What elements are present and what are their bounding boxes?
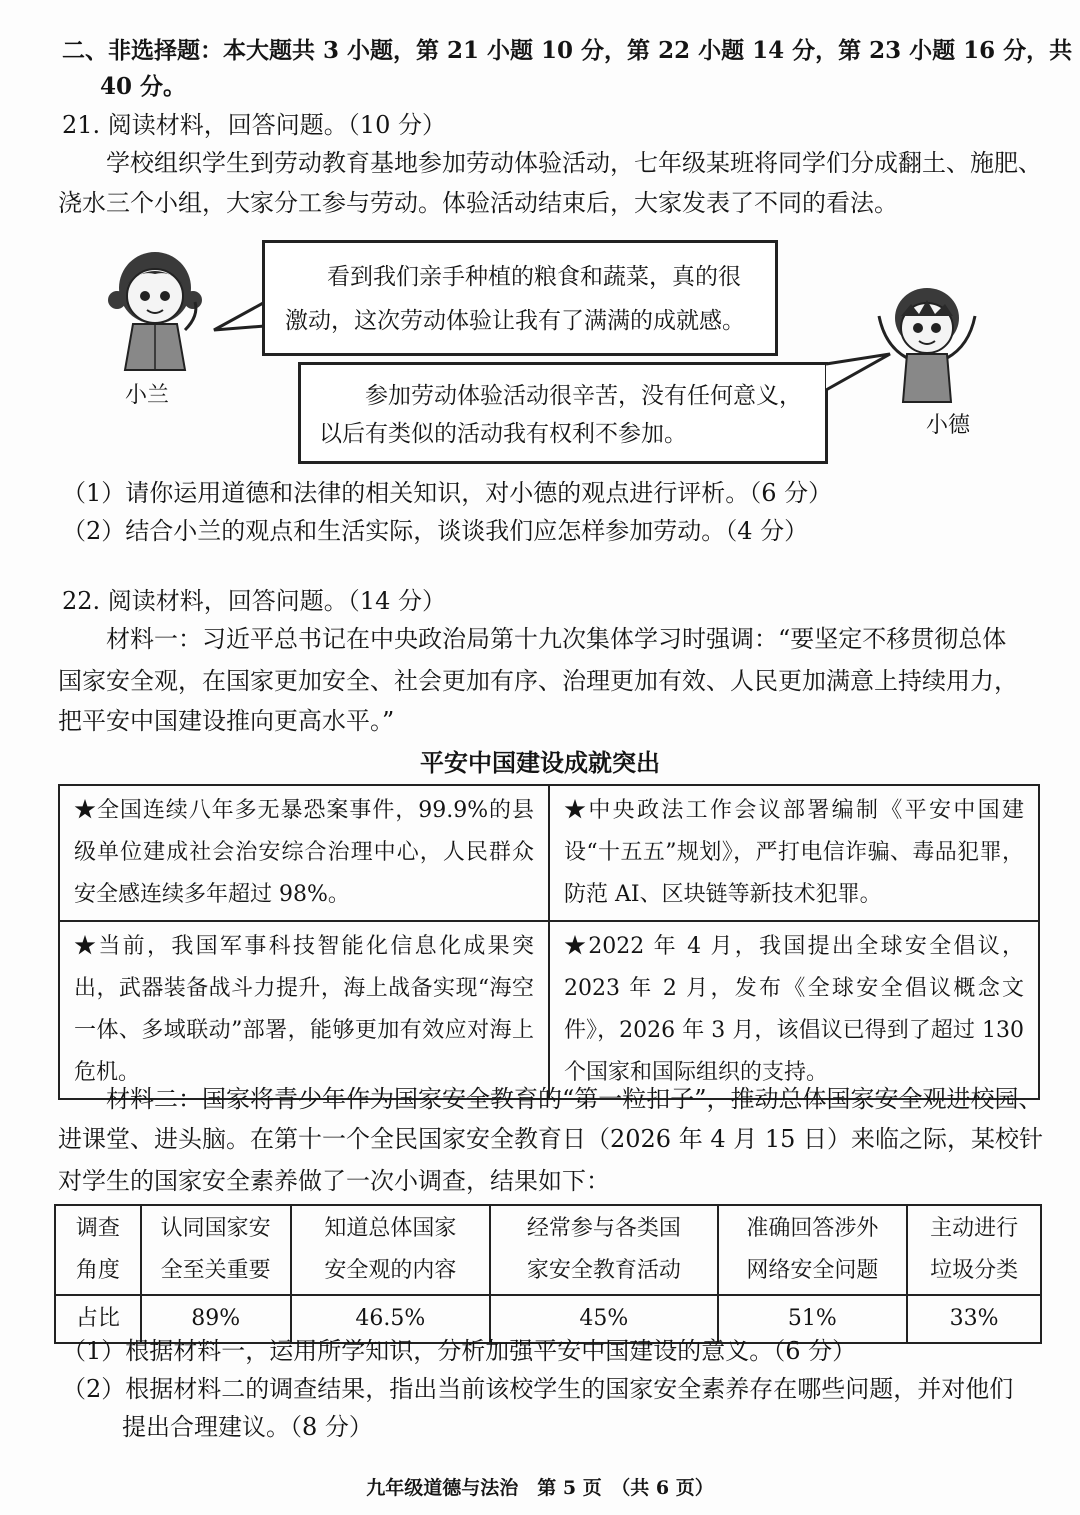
xiaolan-speech-line1: 看到我们亲手种植的粮食和蔬菜，真的很 [327,264,741,290]
survey-category-line: 家安全教育活动 [526,1258,681,1283]
survey-header-line1: 调查 [75,1216,120,1241]
survey-value-cell: 51% [718,1295,908,1343]
survey-category-cell [291,1205,491,1295]
survey-category-line: 主动进行 [930,1216,1019,1241]
section-heading-line2: 40 分。 [100,73,187,100]
q22-material1-line1: 材料一：习近平总书记在中央政治局第十九次集体学习时强调：“要坚定不移贯彻总体 [106,625,1007,653]
q22-subquestion-2-line1: （2）根据材料二的调查结果，指出当前该校学生的国家安全素养存在哪些问题，并对他们 [62,1375,1014,1403]
survey-header-line2: 角度 [75,1258,120,1283]
survey-header-cell [55,1205,141,1295]
xiaolan-illustration [95,240,215,375]
survey-value-cell: 33% [907,1295,1041,1343]
xiaode-speech-line2: 以后有类似的活动我有权利不参加。 [319,421,687,447]
survey-category-line: 垃圾分类 [930,1258,1019,1283]
xiaolan-name: 小兰 [125,383,170,408]
survey-category-cell [490,1205,717,1295]
page-footer: 九年级道德与法治 第 5 页 （共 6 页） [366,1477,714,1499]
survey-value-cell: 46.5% [291,1295,491,1343]
survey-category-line: 知道总体国家 [324,1216,457,1241]
q22-material2-line2: 进课堂、进头脑。在第十一个全民国家安全教育日（2026 年 4 月 15 日）来临之际，某校针 [58,1125,1044,1153]
achievement-cell: ★全国连续八年多无暴恐案事件，99.9%的县级单位建成社会治安综合治理中心，人民群众安全感连续多年超过 98%。 [59,785,549,921]
xiaode-name: 小德 [926,413,971,438]
q22-material1-line3: 把平安中国建设推向更高水平。” [58,707,395,735]
achievements-table-title: 平安中国建设成就突出 [420,748,660,777]
achievement-cell: ★2022 年 4 月，我国提出全球安全倡议，2023 年 2 月，发布《全球安全倡议概念文件》，2026 年 3 月，该倡议已得到了超过 130 个国家和国际组织的支持。 [549,921,1039,1099]
q21-subquestion-2: （2）结合小兰的观点和生活实际，谈谈我们应怎样参加劳动。（4 分） [62,517,809,545]
q22-material2-line3: 对学生的国家安全素养做了一次小调查，结果如下： [58,1167,610,1195]
q22-subquestion-2-line2: 提出合理建议。（8 分） [122,1413,373,1441]
section-heading-line1: 二、非选择题：本大题共 3 小题，第 21 小题 10 分，第 22 小题 14 分，第 23 小题 16 分，共 [62,37,1073,64]
xiaode-speech-bubble [298,362,828,464]
q21-intro-line2: 浇水三个小组，大家分工参与劳动。体验活动结束后，大家发表了不同的看法。 [58,189,898,217]
xiaolan-speech-bubble [262,240,778,356]
achievement-cell: ★当前，我国军事科技智能化信息化成果突出，武器装备战斗力提升，海上战备实现“海空一体、多域联动”部署，能够更加有效应对海上危机。 [59,921,549,1099]
survey-category-line: 经常参与各类国 [526,1216,681,1241]
survey-category-cell [141,1205,291,1295]
xiaode-speech-line1: 参加劳动体验活动很辛苦，没有任何意义， [365,383,802,409]
survey-value-cell: 89% [141,1295,291,1343]
achievement-cell: ★中央政法工作会议部署编制《平安中国建设“十五五”规划》，严打电信诈骗、毒品犯罪，防范 AI、区块链等新技术犯罪。 [549,785,1039,921]
xiaode-illustration [865,276,990,406]
survey-category-line: 安全观的内容 [324,1258,457,1283]
xiaolan-speech-line2: 激动，这次劳动体验让我有了满满的成就感。 [285,308,745,334]
survey-table [54,1204,1042,1344]
q22-title: 22. 阅读材料，回答问题。（14 分） [62,587,446,615]
survey-category-line: 网络安全问题 [746,1258,879,1283]
xiaolan-bubble-tail [210,300,270,340]
survey-category-line: 认同国家安 [160,1216,271,1241]
survey-category-cell [718,1205,908,1295]
survey-value-cell: 45% [490,1295,717,1343]
survey-category-line: 全至关重要 [160,1258,271,1283]
q22-material2-line1: 材料二：国家将青少年作为国家安全教育的“第一粒扣子”，推动总体国家安全观进校园、 [106,1085,1043,1113]
achievements-table [58,784,1040,1100]
q22-material1-line2: 国家安全观，在国家更加安全、社会更加有序、治理更加有效、人民更加满意上持续用力， [58,667,1018,695]
survey-category-line: 准确回答涉外 [746,1216,879,1241]
survey-category-cell [907,1205,1041,1295]
survey-row-label: 占比 [55,1295,141,1343]
q21-intro-line1: 学校组织学生到劳动教育基地参加劳动体验活动，七年级某班将同学们分成翻土、施肥、 [106,149,1042,177]
q22-subquestion-1: （1）根据材料一，运用所学知识，分析加强平安中国建设的意义。（6 分） [62,1337,857,1365]
q21-title: 21. 阅读材料，回答问题。（10 分） [62,111,446,139]
q21-subquestion-1: （1）请你运用道德和法律的相关知识，对小德的观点进行评析。（6 分） [62,479,833,507]
